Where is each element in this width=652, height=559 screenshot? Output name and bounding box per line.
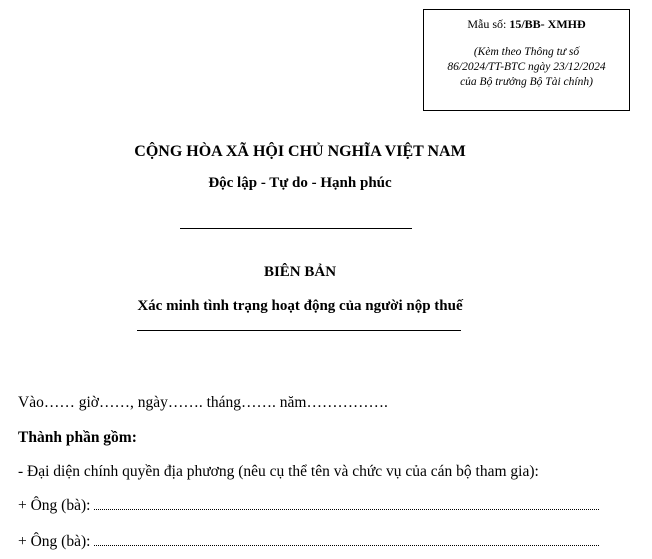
time-line: Vào…… giờ……, ngày……. tháng……. năm……………. bbox=[18, 394, 388, 411]
title-divider bbox=[137, 330, 461, 331]
form-note-line-1: (Kèm theo Thông tư số bbox=[473, 46, 580, 58]
document-title: BIÊN BẢN bbox=[263, 264, 337, 280]
form-number-box bbox=[423, 9, 630, 111]
person-label: + Ông (bà): bbox=[18, 497, 91, 514]
person-line-2 bbox=[18, 532, 599, 552]
form-code-label: Mẫu số: bbox=[467, 17, 507, 31]
form-note-line-3: của Bộ trưởng Bộ Tài chính) bbox=[460, 76, 593, 88]
fill-in-dots bbox=[94, 496, 599, 510]
national-motto: Độc lập - Tự do - Hạnh phúc bbox=[208, 175, 392, 191]
composition-heading: Thành phần gồm: bbox=[18, 429, 137, 446]
form-code-value: 15/BB- XMHĐ bbox=[509, 17, 586, 31]
country-name: CỘNG HÒA XÃ HỘI CHỦ NGHĨA VIỆT NAM bbox=[134, 143, 466, 160]
form-note-line-2: 86/2024/TT-BTC ngày 23/12/2024 bbox=[447, 61, 606, 73]
form-code bbox=[424, 17, 629, 31]
representative-line: - Đại diện chính quyền địa phương (nêu cụ thể tên và chức vụ của cán bộ tham gia): bbox=[18, 463, 539, 480]
fill-in-dots bbox=[94, 532, 599, 546]
form-note bbox=[424, 45, 629, 90]
document-subtitle: Xác minh tình trạng hoạt động của người nộp thuế bbox=[137, 298, 463, 314]
header-divider bbox=[180, 228, 412, 229]
person-line-1 bbox=[18, 496, 599, 516]
person-label: + Ông (bà): bbox=[18, 533, 91, 550]
